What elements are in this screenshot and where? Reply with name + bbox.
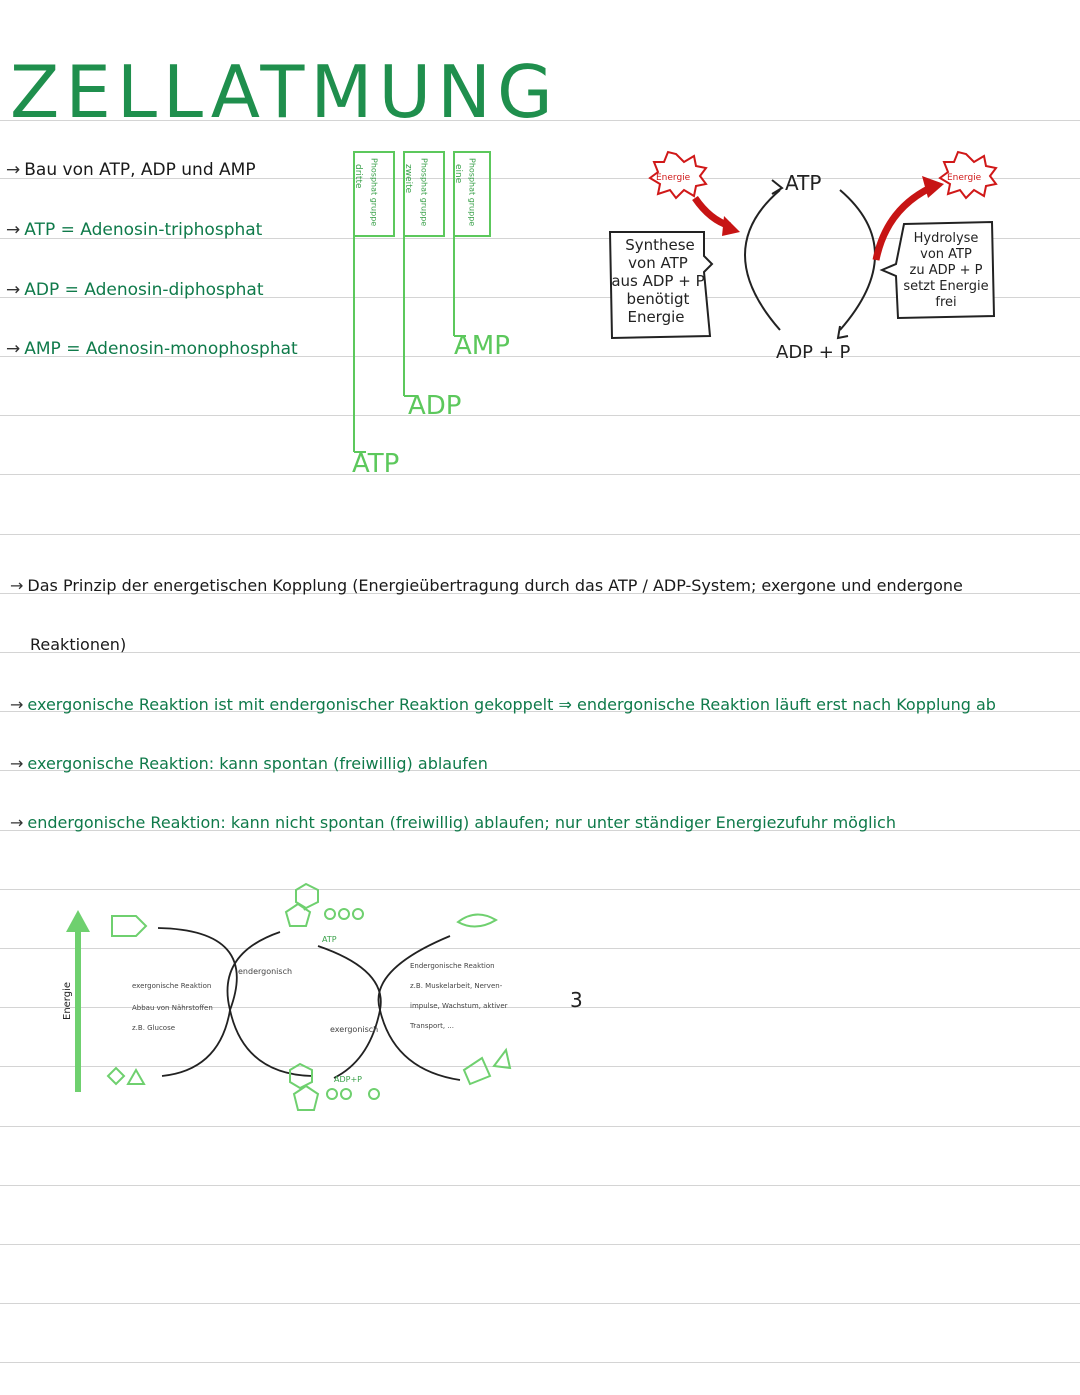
coupling-diagram [50,870,530,1130]
page-title: ZELLATMUNG [10,50,559,134]
hydrolyse-line-4: setzt Energie [903,279,989,294]
intro-amp-def: → AMP = Adenosin-monophosphat [6,339,298,359]
intro-bau: → Bau von ATP, ADP und AMP [6,160,256,180]
energy-axis-arrow-icon [66,910,90,932]
endergonisch-label: endergonisch [238,967,293,976]
col2-label: zweite [403,164,413,194]
arrow-icon: → [10,576,24,595]
hydrolyse-line-2: von ATP [920,247,972,262]
arrow-icon: → [10,754,24,773]
exergon-label-3: z.B. Glucose [132,1024,176,1032]
svg-text:Energie: Energie [656,173,691,183]
kopplung-point-3: → endergonische Reaktion: kann nicht spontan (freiwillig) ablaufen; nur unter ständiger Energiezufuhr möglich [10,813,896,832]
quad-shape-icon [464,1058,490,1084]
amp-bracket-label: AMP [454,331,510,361]
exergon-label-2: Abbau von Nährstoffen [132,1004,213,1012]
col1-label: dritte [353,164,363,189]
phosphat-gruppe-label-2: Phosphat gruppe [419,158,429,227]
energy-burst-left-icon [650,152,706,198]
glucose-shape-icon [112,916,146,936]
arrow-icon: → [6,220,21,240]
atp-adp-cycle-diagram [600,140,1010,380]
adp-small-label: ADP+P [334,1075,362,1084]
energy-arrow-left-icon [722,216,740,236]
page-number: 3 [570,988,583,1012]
hydrolyse-line-5: frei [935,295,957,310]
synthese-line-3: aus ADP + P [611,272,705,290]
kopplung-point-1: → exergonische Reaktion ist mit endergonischer Reaktion gekoppelt ⇒ endergonische Reaktion läuft erst nach Kopplung ab [10,695,996,714]
kopplung-heading: → Das Prinzip der energetischen Kopplung (Energieübertragung durch das ATP / ADP-System; exergone und endergone [10,576,963,595]
arrow-icon: → [10,813,24,832]
small-triangle-icon [494,1050,510,1068]
energy-burst-right-icon [940,152,996,198]
kopplung-point-2: → exergonische Reaktion: kann spontan (freiwillig) ablaufen [10,754,488,773]
phosphate-structure-diagram [340,140,540,480]
synthese-line-1: Synthese [625,236,695,254]
atp-small-label: ATP [322,935,337,944]
intro-adp-def: → ADP = Adenosin-diphosphat [6,280,264,300]
synthese-line-2: von ATP [628,254,688,272]
atp-molecule-icon [286,884,363,926]
synthese-line-4: benötigt [626,290,690,308]
cycle-top-atp: ATP [785,171,822,195]
endergon-label-2: z.B. Muskelarbeit, Nerven- [410,982,503,990]
cycle-bottom-adp: ADP + P [776,342,851,363]
phosphat-gruppe-label-1: Phosphat gruppe [369,158,379,227]
adp-molecule-icon [290,1064,379,1110]
exergonisch-label: exergonisch [330,1025,379,1034]
intro-atp-def: → ATP = Adenosin-triphosphat [6,220,263,240]
adp-bracket-label: ADP [408,391,462,421]
endergon-label-3: impulse, Wachstum, aktiver [410,1002,508,1010]
arrow-icon: → [6,280,21,300]
col3-label: eine [453,164,463,184]
endergon-label-4: Transport, ... [410,1022,454,1030]
synthese-line-5: Energie [627,308,685,326]
phosphat-gruppe-label-3: Phosphat gruppe [467,158,477,227]
arrow-icon: → [6,339,21,359]
exergon-label-1: exergonische Reaktion [132,982,212,990]
svg-text:Energie: Energie [947,173,982,183]
product-triangle-icon [128,1070,144,1084]
arrow-icon: → [10,695,24,714]
energy-axis-label: Energie [62,981,73,1020]
arrow-icon: → [6,160,21,180]
product-diamond-icon [108,1068,124,1084]
hydrolyse-line-1: Hydrolyse [913,231,979,246]
lemon-shape-icon [458,914,496,926]
atp-bracket-label: ATP [352,449,400,479]
kopplung-heading-cont: Reaktionen) [30,635,127,654]
hydrolyse-line-3: zu ADP + P [909,263,983,278]
endergon-label-1: Endergonische Reaktion [410,962,495,970]
